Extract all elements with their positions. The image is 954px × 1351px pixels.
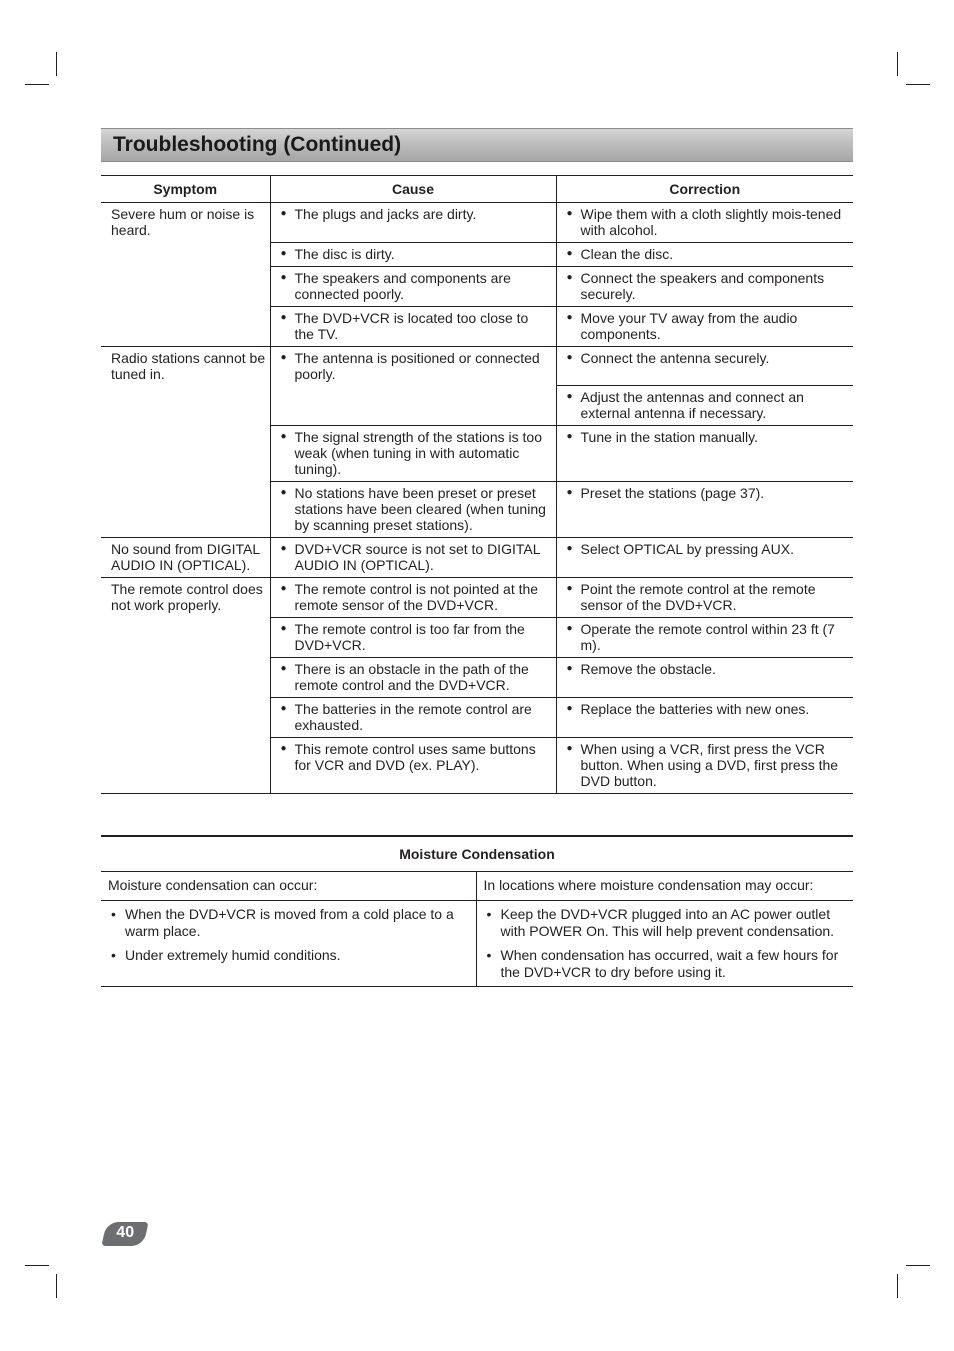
bullet-icon: ● <box>566 391 573 402</box>
cause-item <box>275 429 552 477</box>
column-header-correction: Correction <box>556 176 853 203</box>
correction-item <box>561 541 850 557</box>
crop-mark <box>897 52 898 76</box>
bullet-icon: • <box>486 906 492 922</box>
cause-item <box>275 310 552 342</box>
correction-cell <box>556 267 853 307</box>
moisture-condensation-table <box>101 835 853 987</box>
correction-cell <box>556 698 853 738</box>
cause-item <box>275 581 552 613</box>
cause-item <box>275 541 552 573</box>
correction-item <box>561 429 850 445</box>
table-row <box>101 578 853 618</box>
correction-item-text: Preset the stations (page 37). <box>580 485 765 501</box>
bullet-icon: ● <box>566 543 573 554</box>
cause-cell <box>270 698 556 738</box>
correction-cell <box>556 347 853 386</box>
correction-item <box>561 310 850 342</box>
cause-item-text: The disc is dirty. <box>294 246 395 262</box>
correction-item-text: Adjust the antennas and connect an external antenna if necessary. <box>580 389 804 421</box>
correction-cell <box>556 307 853 347</box>
page-number-badge <box>101 1222 148 1246</box>
correction-item-text: When using a VCR, first press the VCR button. When using a DVD, first press the DVD button. <box>580 741 839 789</box>
crop-mark <box>906 84 930 85</box>
crop-mark <box>906 1265 930 1266</box>
cause-item-text: The remote control is too far from the DVD+VCR. <box>294 621 525 653</box>
bullet-icon: ● <box>280 487 287 498</box>
cause-item-text: The plugs and jacks are dirty. <box>294 206 477 222</box>
correction-cell <box>556 203 853 243</box>
cause-item-text: The batteries in the remote control are exhausted. <box>294 701 532 733</box>
correction-item <box>561 270 850 302</box>
cause-cell <box>270 578 556 618</box>
correction-item <box>561 661 850 677</box>
correction-item <box>561 389 850 421</box>
crop-mark <box>56 52 57 76</box>
correction-cell <box>556 386 853 426</box>
bullet-icon: ● <box>280 312 287 323</box>
cause-cell <box>270 203 556 243</box>
cause-item <box>275 741 552 773</box>
cause-item-text: There is an obstacle in the path of the remote control and the DVD+VCR. <box>294 661 529 693</box>
bullet-icon: ● <box>566 487 573 498</box>
cause-cell <box>270 618 556 658</box>
cause-item-text: The antenna is positioned or connected poorly. <box>294 350 540 382</box>
cause-item <box>275 270 552 302</box>
symptom-cell: The remote control does not work properly. <box>101 578 270 794</box>
cause-item-text: This remote control uses same buttons for VCR and DVD (ex. PLAY). <box>294 741 536 773</box>
list-item <box>483 947 848 981</box>
bullet-icon: ● <box>280 248 287 259</box>
list-item-text: When the DVD+VCR is moved from a cold place to a warm place. <box>125 906 454 939</box>
bullet-icon: ● <box>280 743 287 754</box>
correction-item <box>561 741 850 789</box>
page-number: 40 <box>116 1224 135 1241</box>
column-header-symptom: Symptom <box>101 176 270 203</box>
bullet-icon: ● <box>566 272 573 283</box>
bullet-icon: ● <box>566 352 573 363</box>
bullet-icon: ● <box>280 663 287 674</box>
correction-item-text: Tune in the station manually. <box>580 429 758 445</box>
cause-cell <box>270 426 556 482</box>
cause-cell <box>270 738 556 794</box>
bullet-icon: ● <box>566 663 573 674</box>
cause-item <box>275 350 552 382</box>
correction-cell <box>556 658 853 698</box>
page-title: Troubleshooting (Continued) <box>113 133 402 156</box>
list-item-text: When condensation has occurred, wait a few hours for the DVD+VCR to dry before using it. <box>500 947 839 980</box>
correction-item-text: Wipe them with a cloth slightly mois-tened with alcohol. <box>580 206 842 238</box>
cause-item-text: DVD+VCR source is not set to DIGITAL AUDIO IN (OPTICAL). <box>294 541 540 573</box>
cause-item <box>275 661 552 693</box>
correction-cell <box>556 538 853 578</box>
moisture-title: Moisture Condensation <box>101 836 853 872</box>
cause-cell <box>270 267 556 307</box>
bullet-icon: ● <box>280 623 287 634</box>
moisture-left-list <box>101 901 476 987</box>
correction-item <box>561 485 850 501</box>
cause-item <box>275 206 552 222</box>
cause-item <box>275 246 552 262</box>
cause-item-text: The DVD+VCR is located too close to the TV. <box>294 310 529 342</box>
correction-item-text: Replace the batteries with new ones. <box>580 701 810 717</box>
title-bar <box>101 128 853 162</box>
bullet-icon: ● <box>280 583 287 594</box>
cause-item-text: The speakers and components are connected poorly. <box>294 270 511 302</box>
symptom-cell: Radio stations cannot be tuned in. <box>101 347 270 538</box>
table-row <box>101 538 853 578</box>
bullet-icon: ● <box>566 312 573 323</box>
correction-item-text: Remove the obstacle. <box>580 661 716 677</box>
list-item <box>107 947 470 964</box>
correction-item <box>561 350 850 366</box>
correction-cell <box>556 578 853 618</box>
correction-item-text: Select OPTICAL by pressing AUX. <box>580 541 794 557</box>
correction-item-text: Connect the speakers and components securely. <box>580 270 825 302</box>
correction-item <box>561 206 850 238</box>
bullet-icon: • <box>486 947 492 963</box>
symptom-cell: Severe hum or noise is heard. <box>101 203 270 347</box>
table-row <box>101 203 853 243</box>
cause-cell <box>270 243 556 267</box>
cause-item <box>275 701 552 733</box>
correction-item-text: Clean the disc. <box>580 246 674 262</box>
cause-cell <box>270 658 556 698</box>
table-header-row <box>101 176 853 203</box>
crop-mark <box>25 84 49 85</box>
cause-item-text: The signal strength of the stations is too weak (when tuning in with automatic tuning). <box>294 429 542 477</box>
correction-cell <box>556 426 853 482</box>
column-header-cause: Cause <box>270 176 556 203</box>
correction-item <box>561 701 850 717</box>
list-item-text: Keep the DVD+VCR plugged into an AC power outlet with POWER On. This will help prevent condensation. <box>500 906 835 939</box>
correction-item <box>561 246 850 262</box>
crop-mark <box>897 1274 898 1298</box>
correction-cell <box>556 243 853 267</box>
cause-item <box>275 621 552 653</box>
correction-cell <box>556 738 853 794</box>
bullet-icon: ● <box>280 352 287 363</box>
cause-item-text: No stations have been preset or preset stations have been cleared (when tuning by scanning preset stations). <box>294 485 546 533</box>
cause-item-text: The remote control is not pointed at the remote sensor of the DVD+VCR. <box>294 581 539 613</box>
moisture-right-header: In locations where moisture condensation may occur: <box>476 872 853 901</box>
correction-cell <box>556 482 853 538</box>
crop-mark <box>56 1274 57 1298</box>
moisture-right-list <box>476 901 853 987</box>
bullet-icon: ● <box>566 583 573 594</box>
bullet-icon: ● <box>566 743 573 754</box>
bullet-icon: ● <box>280 431 287 442</box>
bullet-icon: ● <box>280 543 287 554</box>
troubleshooting-table <box>101 175 853 794</box>
bullet-icon: ● <box>566 248 573 259</box>
cause-cell <box>270 307 556 347</box>
cause-cell <box>270 347 556 426</box>
cause-cell <box>270 538 556 578</box>
correction-item-text: Operate the remote control within 23 ft (7 m). <box>580 621 835 653</box>
symptom-cell: No sound from DIGITAL AUDIO IN (OPTICAL). <box>101 538 270 578</box>
cause-cell <box>270 482 556 538</box>
list-item <box>483 906 848 940</box>
bullet-icon: ● <box>566 208 573 219</box>
bullet-icon: • <box>111 947 116 963</box>
bullet-icon: ● <box>280 703 287 714</box>
correction-item <box>561 621 850 653</box>
correction-item <box>561 581 850 613</box>
bullet-icon: ● <box>280 208 287 219</box>
crop-mark <box>25 1265 49 1266</box>
correction-item-text: Connect the antenna securely. <box>580 350 770 366</box>
correction-item-text: Point the remote control at the remote sensor of the DVD+VCR. <box>580 581 816 613</box>
cause-item <box>275 485 552 533</box>
bullet-icon: ● <box>566 431 573 442</box>
bullet-icon: ● <box>566 703 573 714</box>
moisture-left-header: Moisture condensation can occur: <box>101 872 476 901</box>
correction-cell <box>556 618 853 658</box>
list-item <box>107 906 470 940</box>
table-row <box>101 347 853 386</box>
correction-item-text: Move your TV away from the audio components. <box>580 310 798 342</box>
list-item-text: Under extremely humid conditions. <box>125 947 341 963</box>
bullet-icon: • <box>111 906 116 922</box>
bullet-icon: ● <box>566 623 573 634</box>
bullet-icon: ● <box>280 272 287 283</box>
